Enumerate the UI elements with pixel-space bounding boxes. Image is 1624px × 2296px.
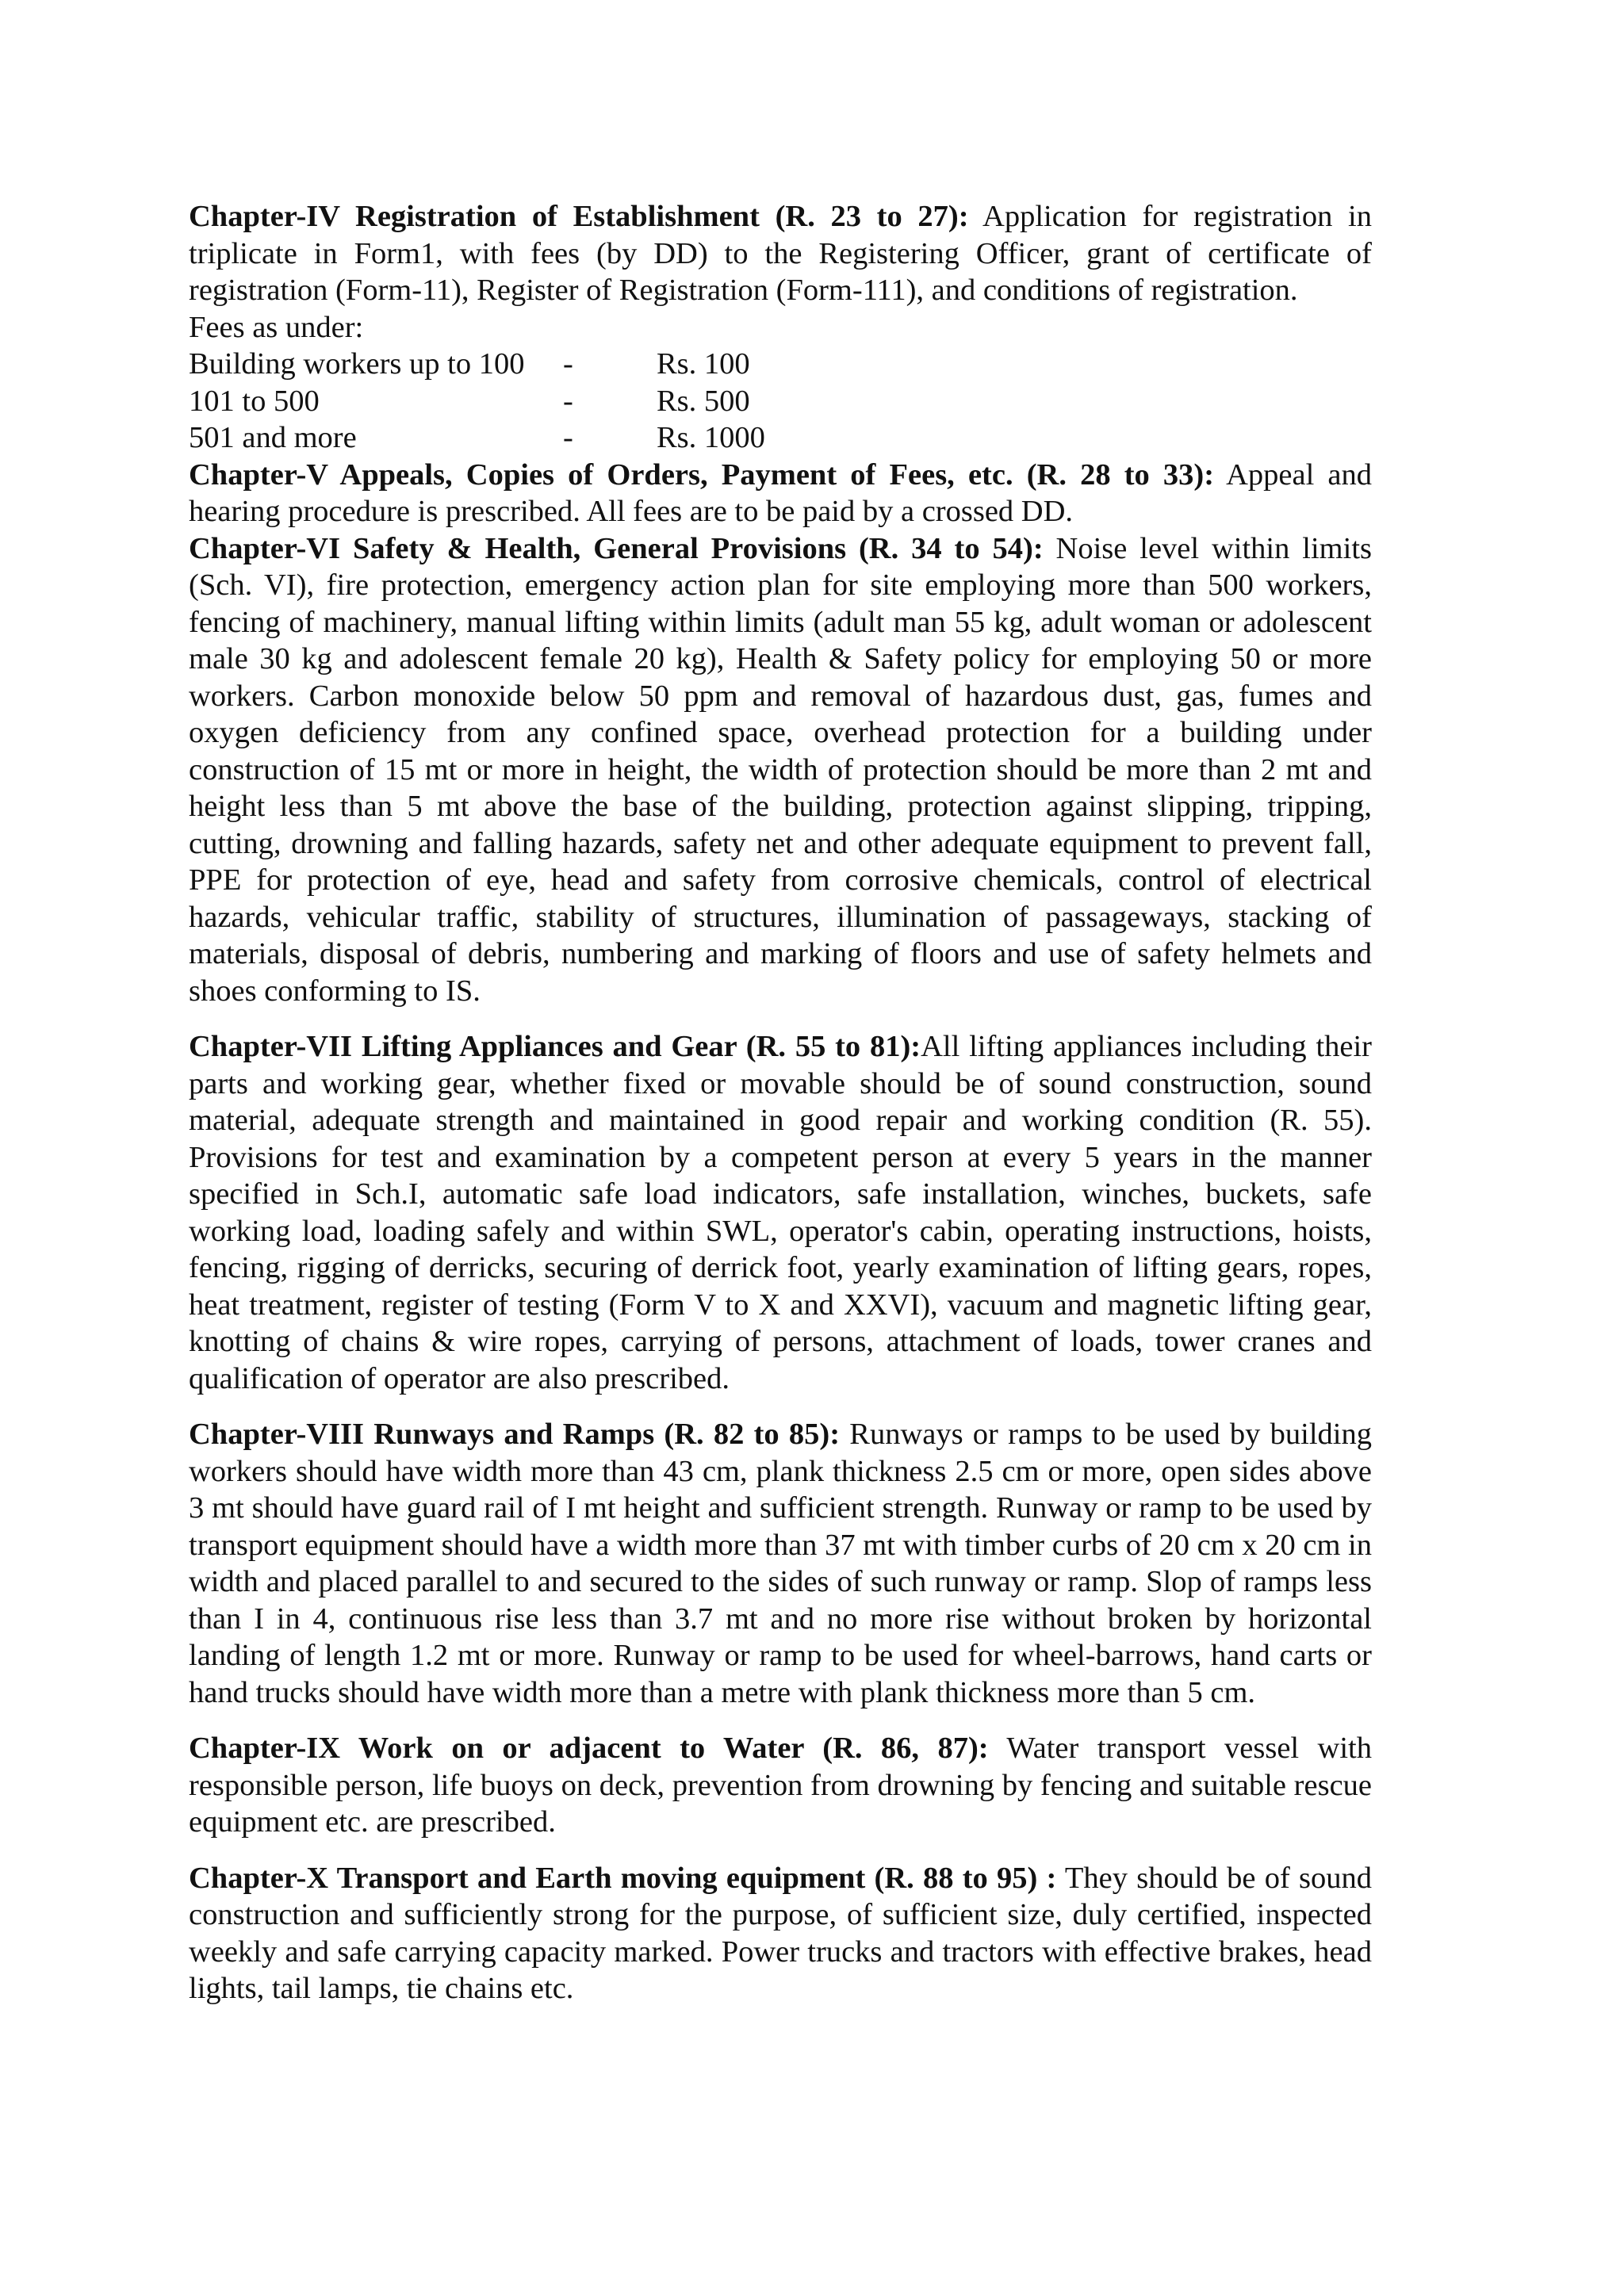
chapter-x-paragraph <box>189 1860 1372 2007</box>
chapter-iv-paragraph <box>189 198 1372 309</box>
chapter-vi-paragraph <box>189 530 1372 1010</box>
chapter-vii-body: All lifting appliances including their parts and working gear, whether fixed or movable should be of sound construction, sound material, adequate strength and maintained in good repair and working condition (R. 55). Provisions for test and examination by a competent person at every 5 years in the manner specified in Sch.I, automatic safe load indicators, safe installation, winches, buckets, safe working load, loading safely and within SWL, operator's cabin, operating instructions, hoists, fencing, rigging of derricks, securing of derrick foot, yearly examination of lifting gears, ropes, heat treatment, register of testing (Form V to X and XXVI), vacuum and magnetic lifting gear, knotting of chains & wire ropes, carrying of persons, attachment of loads, tower cranes and qualification of operator are also prescribed. <box>189 1030 1373 1395</box>
chapter-v-paragraph <box>189 457 1372 530</box>
fees-intro: Fees as under: <box>189 310 364 344</box>
fee-range: 101 to 500 <box>189 384 320 418</box>
fee-dash: - <box>563 421 573 454</box>
fee-dash: - <box>563 384 573 418</box>
fee-row <box>189 346 1372 383</box>
fee-amount: Rs. 100 <box>657 347 750 381</box>
fee-table <box>189 346 1372 457</box>
chapter-x-body: They should be of sound construction and sufficiently strong for the purpose, of sufficient size, duly certified, inspected weekly and safe carrying capacity marked. Power trucks and tractors with effective brakes, head lights, tail lamps, tie chains etc. <box>189 1861 1372 2005</box>
chapter-v-body: Appeal and hearing procedure is prescribed. All fees are to be paid by a crossed DD. <box>189 457 1373 528</box>
fee-amount: Rs. 500 <box>657 384 750 418</box>
chapter-ix-body: Water transport vessel with responsible person, life buoys on deck, prevention from drowning by fencing and suitable rescue equipment etc. are prescribed. <box>189 1732 1372 1839</box>
fee-amount: Rs. 1000 <box>657 421 765 454</box>
chapter-viii-heading: Chapter-VIII Runways and Ramps (R. 82 to 85): <box>189 1418 841 1451</box>
chapter-ix-paragraph <box>189 1730 1372 1841</box>
chapter-ix-heading: Chapter-IX Work on or adjacent to Water (R. 86, 87): <box>189 1732 989 1765</box>
chapter-iv-body: Application for registration in triplicate in Form1, with fees (by DD) to the Registering Officer, grant of certificate of registration (Form-11), Register of Registration (Form-111), and conditions of registration. <box>189 200 1372 307</box>
chapter-viii-paragraph <box>189 1416 1372 1711</box>
fee-range: 501 and more <box>189 421 357 454</box>
chapter-viii-body: Runways or ramps to be used by building workers should have width more than 43 cm, plank thickness 2.5 cm or more, open sides above 3 mt should have guard rail of I mt height and sufficient strength. Runway or ramp to be used by transport equipment should have a width more than 37 mt with timber curbs of 20 cm x 20 cm in width and placed parallel to and secured to the sides of such runway or ramp. Slop of ramps less than I in 4, continuous rise less than 3.7 mt and no more rise without broken by horizontal landing of length 1.2 mt or more. Runway or ramp to be used for wheel-barrows, hand carts or hand trucks should have width more than a metre with plank thickness more than 5 cm. <box>189 1418 1372 1709</box>
fee-row <box>189 383 1372 420</box>
chapter-vii-paragraph <box>189 1028 1372 1397</box>
chapter-v-heading: Chapter-V Appeals, Copies of Orders, Payment of Fees, etc. (R. 28 to 33): <box>189 457 1215 492</box>
chapter-vi-heading: Chapter-VI Safety & Health, General Provisions (R. 34 to 54): <box>189 531 1044 565</box>
chapter-iv-heading: Chapter-IV Registration of Establishment (R. 23 to 27): <box>189 200 969 233</box>
document-page <box>189 198 1372 2007</box>
chapter-vi-body: Noise level within limits (Sch. VI), fire protection, emergency action plan for site employing more than 500 workers, fencing of machinery, manual lifting within limits (adult man 55 kg, adult woman or adolescent male 30 kg and adolescent female 20 kg), Health & Safety policy for employing 50 or more workers. Carbon monoxide below 50 ppm and removal of hazardous dust, gas, fumes and oxygen deficiency from any confined space, overhead protection for a building under construction of 15 mt or more in height, the width of protection should be more than 2 mt and height less than 5 mt above the base of the building, protection against slipping, tripping, cutting, drowning and falling hazards, safety net and other adequate equipment to prevent fall, PPE for protection of eye, head and safety from corrosive chemicals, control of electrical hazards, vehicular traffic, stability of structures, illumination of passageways, stacking of materials, disposal of debris, numbering and marking of floors and use of safety helmets and shoes conforming to IS. <box>189 531 1372 1008</box>
chapter-x-heading: Chapter-X Transport and Earth moving equipment (R. 88 to 95) : <box>189 1861 1057 1895</box>
fee-dash: - <box>563 347 573 381</box>
chapter-vii-heading: Chapter-VII Lifting Appliances and Gear (R. 55 to 81): <box>189 1030 921 1063</box>
fee-range: Building workers up to 100 <box>189 347 525 381</box>
fee-row <box>189 419 1372 457</box>
